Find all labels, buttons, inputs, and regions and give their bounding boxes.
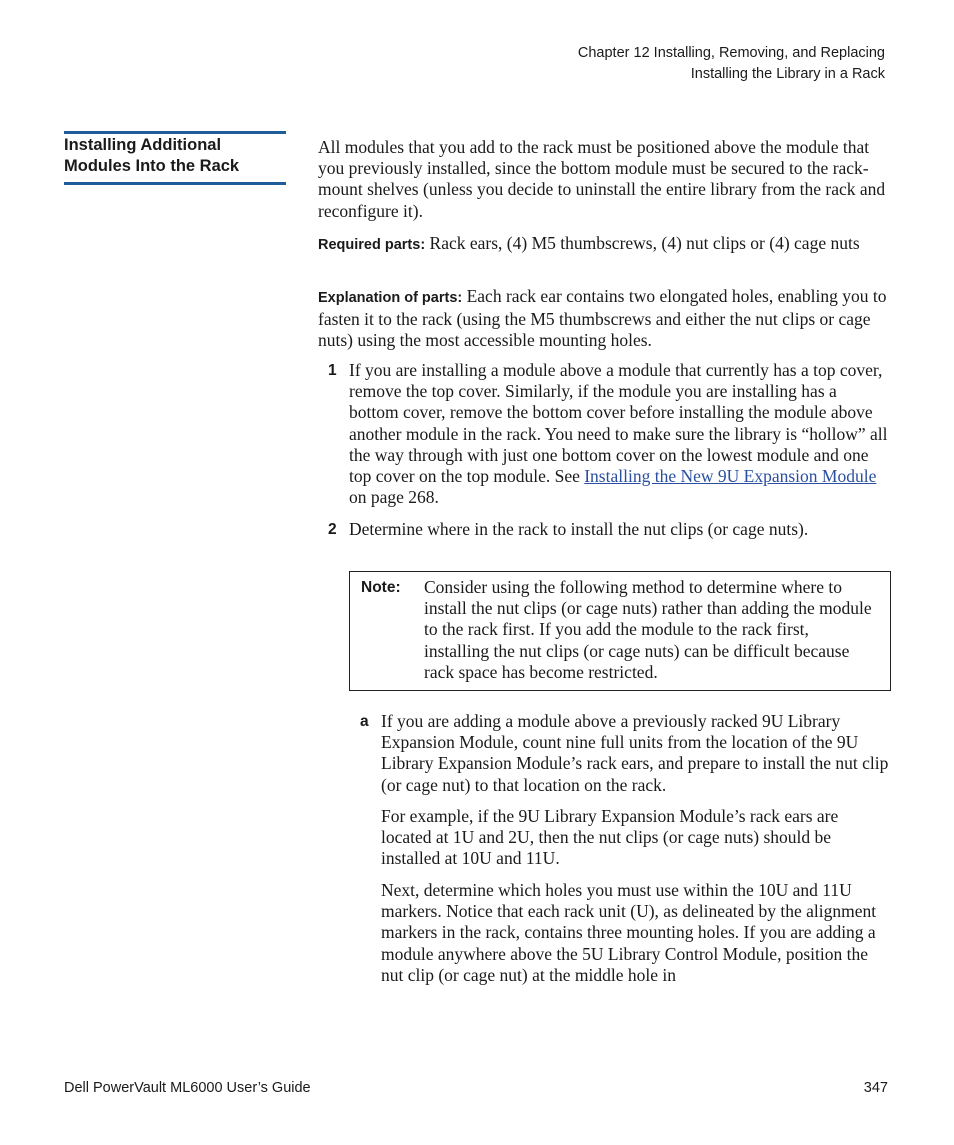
required-parts <box>318 233 890 256</box>
step-1-text-before: If you are installing a module above a module that currently has a top cover, remove the top cover. Similarly, if the module you are installing has a bottom cover, remove the bottom cover before installing the module above another module in the rack. You need to make sure the library is “hollow” all the way through with just one bottom cover on the lowest module and one top cover on the top module. See <box>349 360 888 487</box>
example-text: For example, if the 9U Library Expansion Module’s rack ears are located at 1U and 2U, then the nut clips (or cage nuts) should be installed at 10U and 11U. <box>381 806 839 869</box>
intro-paragraph <box>318 137 890 222</box>
intro-text: All modules that you add to the rack must be positioned above the module that you previously installed, since the bottom module must be secured to the rack-mount shelves (unless you decide to uninstall the entire library from the rack and reconfigure it). <box>318 137 886 221</box>
header-chapter: Chapter 12 Installing, Removing, and Replacing <box>577 45 885 61</box>
sidebar-heading-line2: Modules Into the Rack <box>64 157 240 175</box>
substep-a-text: If you are adding a module above a previously racked 9U Library Expansion Module, count nine full units from the location of the 9U Library Expansion Module’s rack ears, and prepare to install the nut clip (or cage nut) to that location on the rack. <box>381 711 889 795</box>
note-box <box>349 571 891 691</box>
footer-guide-title: Dell PowerVault ML6000 User’s Guide <box>64 1080 311 1096</box>
sidebar-heading-line1: Installing Additional <box>64 136 222 154</box>
step-2-number: 2 <box>328 521 337 538</box>
example-paragraph <box>381 806 890 870</box>
sidebar-heading <box>64 135 286 177</box>
explanation-of-parts <box>318 286 890 352</box>
header-section: Installing the Library in a Rack <box>690 66 885 82</box>
note-label: Note: <box>361 579 401 596</box>
explanation-text: Each rack ear contains two elongated holes, enabling you to fasten it to the rack (using the M5 thumbscrews and either the nut clips or cage nuts) using the most accessible mounting holes. <box>318 286 887 351</box>
page-header <box>578 43 885 85</box>
step-1-number: 1 <box>328 362 337 379</box>
footer-page-number: 347 <box>863 1080 888 1096</box>
step-1-text-after: on page 268. <box>349 487 439 508</box>
expansion-module-link[interactable]: Installing the New 9U Expansion Module <box>584 466 877 487</box>
note-text: Consider using the following method to determine where to install the nut clips (or cage nuts) rather than adding the module to the rack first. If you add the module to the rack first, installing the nut clips (or cage nuts) can be difficult because rack space has become restricted. <box>424 577 872 682</box>
next-text: Next, determine which holes you must use within the 10U and 11U markers. Notice that each rack unit (U), as delineated by the alignment markers in the rack, contains three mounting holes. If you are adding a module anywhere above the 5U Library Control Module, position the nut clip (or cage nut) at the middle hole in <box>381 880 877 985</box>
sidebar-top-rule <box>64 131 286 134</box>
substep-a-letter: a <box>360 713 369 730</box>
step-2-text: Determine where in the rack to install the nut clips (or cage nuts). <box>349 519 809 539</box>
sidebar-bottom-rule <box>64 182 286 185</box>
explanation-label: Explanation of parts: <box>318 290 463 306</box>
required-parts-text: Rack ears, (4) M5 thumbscrews, (4) nut clips or (4) cage nuts <box>425 233 860 253</box>
next-paragraph <box>381 880 890 986</box>
required-parts-label: Required parts: <box>318 237 426 253</box>
